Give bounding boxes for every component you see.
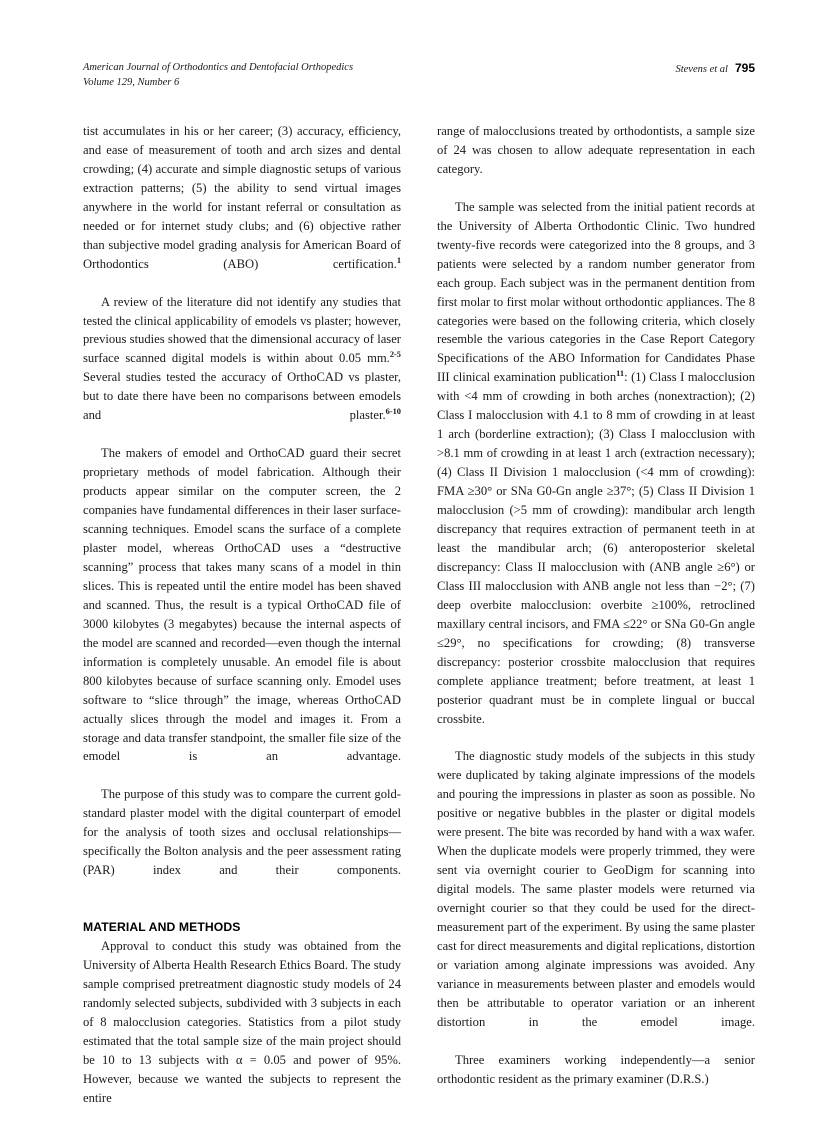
volume-issue-line: Volume 129, Number 6 (83, 77, 180, 88)
paragraph-fabrication-methods: The makers of emodel and OrthoCAD guard their secret proprietary methods of model fabrication. Although their products appear similar on the computer screen, the 2 companies have fundamental differences in their laser surface-scanning techniques. Emodel scans the surface of a complete plaster model, whereas OrthoCAD uses a “destructive scanning” process that takes many scans of a model in thin slices. This is repeated until the entire model has been shaved and scanned. Thus, the result is a typical OrthoCAD file of 3000 kilobytes (3 megabytes) because the internal aspects of the model are scanned and recorded—even though the internal information is completely unusable. An emodel file is about 800 kilobytes because of surface scanning only. Emodel uses software to “slice through” the image, whereas OrthoCAD actually slices through the model and images it. From a storage and data transfer standpoint, the smaller file size of the emodel is an advantage. (83, 446, 401, 764)
journal-title: American Journal of Orthodontics and Dentofacial Orthopedics (83, 62, 354, 73)
paragraph-duplication-procedure: The diagnostic study models of the subjects in this study were duplicated by taking alginate impressions of the models and pouring the impressions in plaster as soon as possible. No positive or negative bubbles in the plaster or digital models were present. The bite was recorded by hand with a wax wafer. When the duplicate models were properly trimmed, they were sent via overnight courier to GeoDigm for scanning into digital models. The same plaster models were returned via overnight courier so that they could be used for the direct-measurement part of the experiment. By using the same plaster cast for direct measurements and digital replications, distortion or variation among alginate impressions was avoided. Any variance in measurements between plaster and emodels would then be attributable to operator variation or an inherent distortion in the emodel image. (437, 749, 755, 1029)
reference-marker: 1 (396, 255, 401, 265)
running-head-authors: Stevens et al (675, 64, 728, 75)
paragraph-literature-review (83, 293, 401, 445)
paragraph-text: tist accumulates in his or her career; (3) accuracy, efficiency, and ease of measurement of tooth and arch sizes and dental crowding; (4) accurate and simple diagnostic setups of various extraction patterns; (5) the ability to send virtual images anywhere in the world for instant referral or consultation as needed or for internet study clubs; and (6) objective rather than subjective model grading analysis for American Board of Orthodontics (ABO) certification. (83, 124, 401, 271)
paragraph-text-part-1: A review of the literature did not identify any studies that tested the clinical applicability of emodels vs plaster; however, previous studies showed that the dimensional accuracy of laser surface scanned digital models is within about 0.05 mm. (83, 294, 401, 366)
paragraph-text-part-2: : (1) Class I malocclusion with <4 mm of crowding in both arches (nonextraction); (2) Class I malocclusion with 4.1 to 8 mm of crowding in at least 1 arch (borderline extraction); (3) Class I malocclusion with >8.1 mm of crowding in at least 1 arch (extraction necessary); (4) Class II Division 1 malocclusion (<4 mm of crowding): FMA ≥30° or SNa G0-Gn angle ≥37°; (5) Class II Division 1 malocclusion (>5 mm of crowding): mandibular arch length discrepancy that requires extraction of permanent teeth in at least the mandibular arch; (6) anteroposterior skeletal discrepancy: Class II malocclusion with (ANB angle ≥6°) or Class III malocclusion with ANB angle not less than −2°; (7) deep overbite malocclusion: overbite ≥100%, retroclined maxillary central incisors, and FMA ≤22° or SNa G0-Gn angle ≤29°, no specifications for crowding; (8) transverse discrepancy: posterior crossbite malocclusion that requires complete appliance treatment; before treatment, at least 1 posterior quadrant must be in complete lingual or buccal crossbite. (437, 370, 755, 726)
running-head-authors-page (675, 60, 755, 77)
reference-marker: 11 (616, 369, 625, 379)
paragraph-sample-selection (437, 198, 755, 748)
body-columns (83, 122, 755, 1105)
paragraph-benefits-continued (83, 122, 401, 293)
left-column (83, 122, 401, 1105)
paragraph-text-part-1: The sample was selected from the initial patient records at the University of Alberta Orthodontic Clinic. Two hundred twenty-five records were categorized into the 8 groups, and 3 patients were selected by a random number generator from each group. Each subject was in the permanent dentition from first molar to first molar without orthodontic appliances. The 8 categories were based on the following criteria, which closely resemble the various categories in the Case Report Category Specifications of the ABO Information for Candidates Phase III clinical examination publication (437, 199, 755, 385)
running-head (83, 60, 755, 94)
paragraph-text-part-2: Several studies tested the accuracy of OrthoCAD vs plaster, but to date there have been no comparisons between emodels and plaster. (83, 370, 401, 423)
paragraph-approval: Approval to conduct this study was obtained from the University of Alberta Health Research Ethics Board. The study sample comprised pretreatment diagnostic study models of 24 randomly selected subjects, subdivided with 3 subjects in each of 8 malocclusion categories. Statistics from a pilot study estimated that the total sample size of the main project should be 10 to 13 subjects with α = 0.05 and power of 95%. However, because we wanted the subjects to represent the entire (83, 939, 401, 1105)
section-heading-material-and-methods: MATERIAL AND METHODS (83, 920, 241, 935)
paragraph-purpose: The purpose of this study was to compare the current gold-standard plaster model with the digital counterpart of emodel for the analysis of tooth sizes and occlusal relationships—specifically the Bolton analysis and the peer assessment rating (PAR) index and their components. (83, 787, 401, 878)
paragraph-sample-size-continued: range of malocclusions treated by orthodontists, a sample size of 24 was chosen to allow adequate representation in each category. (437, 124, 755, 176)
reference-marker: 6-10 (385, 407, 401, 417)
running-head-journal-info (83, 60, 353, 90)
paragraph-examiners: Three examiners working independently—a senior orthodontic resident as the primary examiner (D.R.S.) (437, 1052, 755, 1086)
heading-spacer (83, 899, 401, 918)
right-column (437, 122, 755, 1086)
reference-marker: 2-5 (389, 350, 401, 360)
page-number: 795 (734, 61, 755, 75)
